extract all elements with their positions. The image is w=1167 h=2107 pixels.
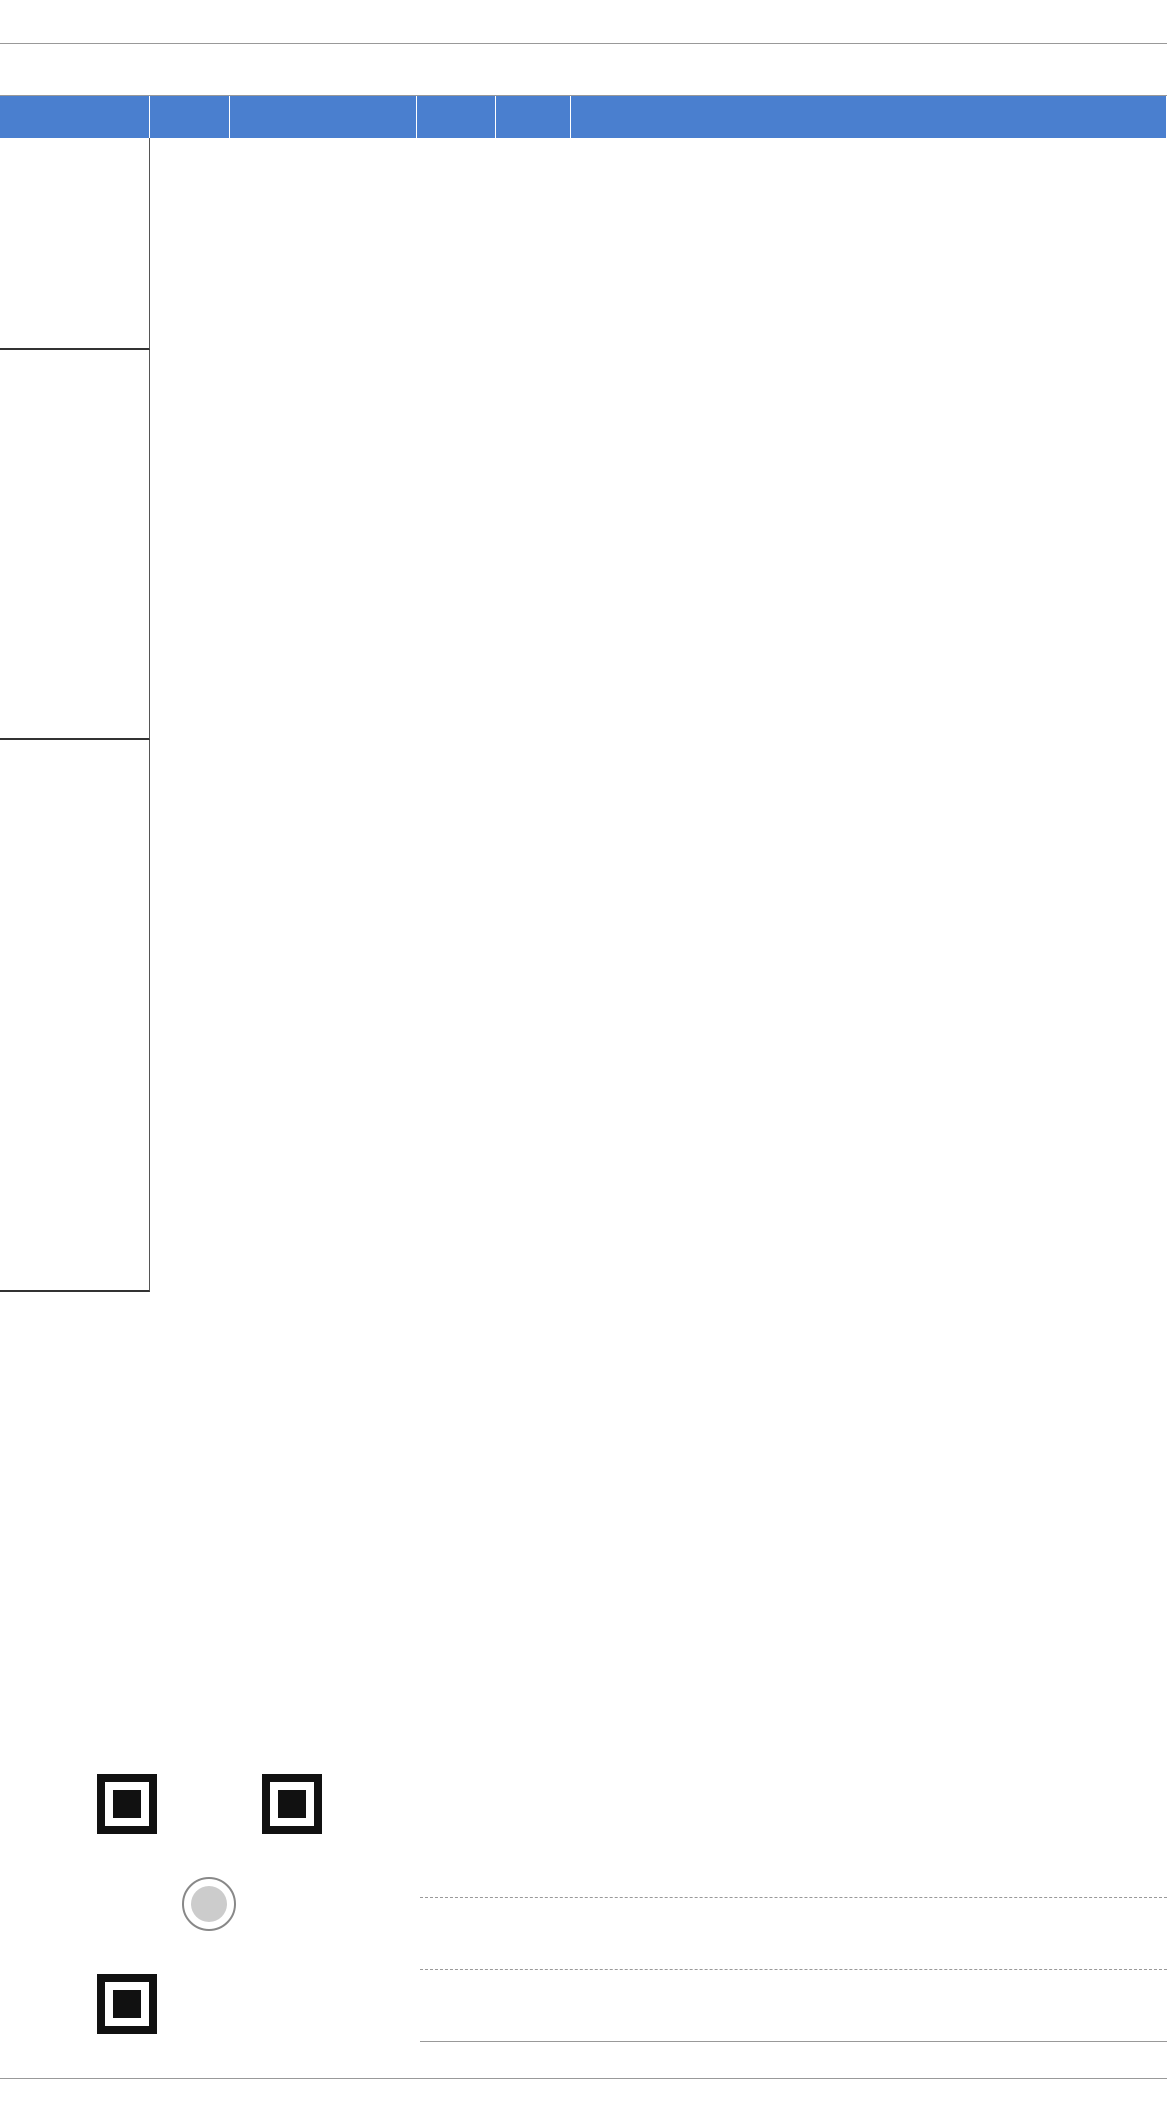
send-evaluation-note	[0, 2043, 1167, 2079]
payment-methods	[420, 1737, 1167, 1865]
qr-code-image	[92, 1769, 327, 2039]
header-category	[0, 96, 150, 138]
category-commemorative-sets	[0, 740, 150, 1292]
winner-settlement	[420, 1969, 1167, 2039]
category-wen-golden-monkey	[0, 350, 150, 740]
header-price	[496, 96, 571, 138]
payment-panel	[420, 1737, 1167, 2042]
collection-note	[0, 2080, 1167, 2107]
auction-notice	[0, 44, 1167, 96]
mail-method	[420, 1897, 1167, 1967]
header-lot	[150, 96, 230, 138]
page-title	[0, 0, 1167, 44]
qr-panel	[0, 1737, 420, 2042]
category-commemorative-singles	[0, 138, 150, 350]
header-name	[230, 96, 417, 138]
header-grade	[417, 96, 496, 138]
footer	[0, 1737, 1167, 2042]
header-detail	[571, 96, 1167, 138]
